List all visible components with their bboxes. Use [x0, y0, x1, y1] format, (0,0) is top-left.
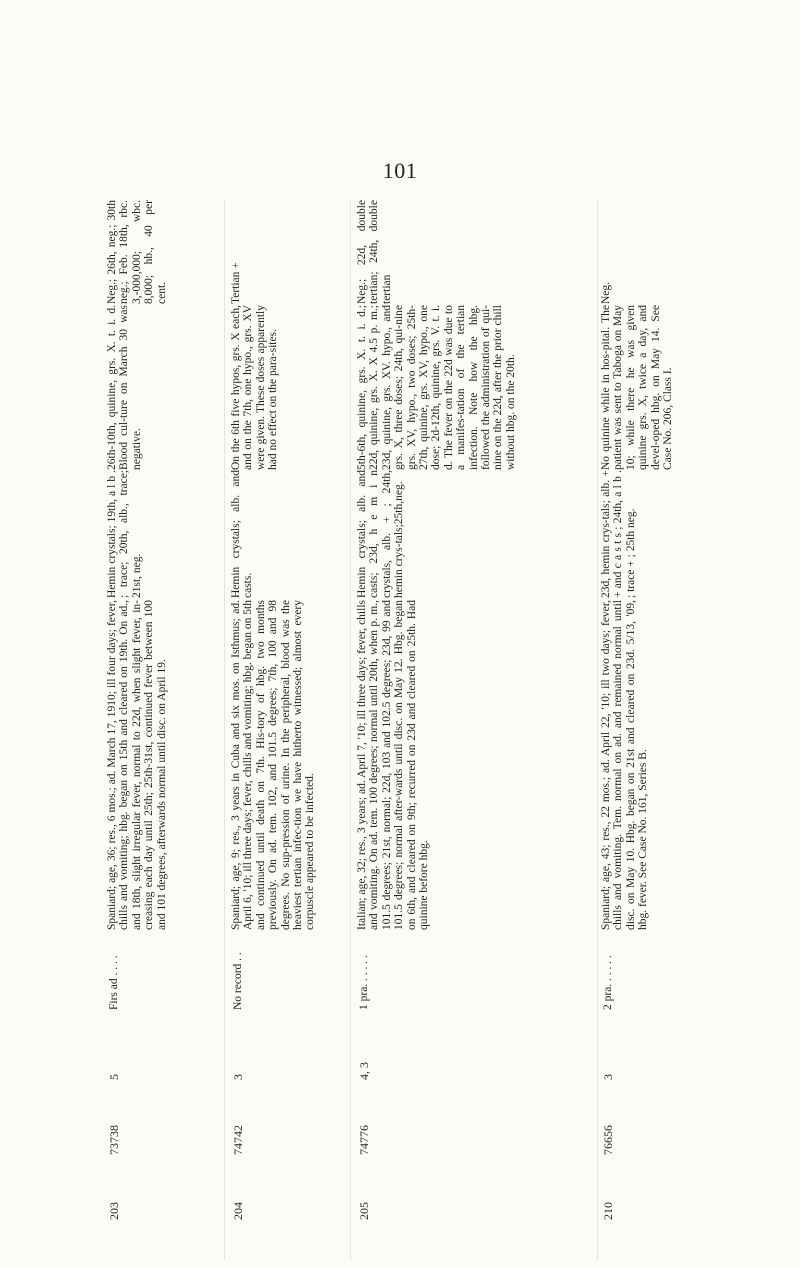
urine-findings-text: Hemin crystals; 19th, a l b . ; trace; 20th, alb., trace; 21st, neg. [106, 470, 143, 598]
days-column [600, 1010, 700, 1080]
row-divider [224, 200, 225, 1260]
days-column [230, 1010, 340, 1080]
blood-findings [356, 200, 594, 304]
case-number [356, 1160, 594, 1220]
days-column-text: 3 [601, 1074, 615, 1080]
hospital-number-text: 74776 [357, 1125, 371, 1155]
attacks-column [600, 930, 700, 1010]
urine-findings [356, 470, 594, 598]
attacks-column-text: 1 pra. . . . . . [358, 955, 370, 1010]
hospital-number-text: 76656 [601, 1125, 615, 1155]
urine-findings-text: Hemin crystals; alb. and casts; 23d, h e m i n crystals, alb. + ; 24th, hemin crys-tals;25th,neg. [356, 470, 406, 598]
clinical-history [106, 600, 218, 930]
treatment-notes-text: No quinine while in hos-pital. The patient was sent to Taboga on May 10; while there he was given quinine grs. X, twice a day, and devel-oped hbg. on May 14. See Case No. 206, Class I. [600, 305, 675, 470]
treatment-notes [600, 305, 700, 470]
blood-findings-text: Neg.; 26th, neg.; 30th neg.; Feb. 18th, rbc. 3,-000,000; wbc. 8,000; hb., 40 per cent. [106, 200, 168, 304]
attacks-column [106, 930, 218, 1010]
blood-findings [106, 200, 218, 304]
page-number: 101 [382, 158, 418, 183]
attacks-column-text: 2 pra. . . . . . [602, 955, 614, 1010]
blood-findings-text: Tertian + [230, 262, 242, 304]
hospital-number-text: 74742 [231, 1125, 245, 1155]
clinical-history [230, 600, 340, 930]
hospital-number [600, 1085, 700, 1155]
days-column [106, 1010, 218, 1080]
case-number [600, 1160, 700, 1220]
blood-findings [600, 200, 700, 304]
treatment-notes [230, 305, 340, 470]
case-number-text: 203 [107, 1202, 121, 1220]
treatment-notes [356, 305, 594, 470]
hospital-number-text: 73738 [107, 1125, 121, 1155]
case-number [106, 1160, 218, 1220]
hospital-number [356, 1085, 594, 1155]
clinical-history-text: Italian; age, 32; res., 3 years; ad. April 7, '10; ill three days; fever, chills and vomiting. On ad. tem. 100 degrees; normal until 20th, when p. m., 101.5 degrees; 21st, normal; 22d, 103 and 102.5 degrees; 23d, 99 and 101.5 degrees; normal after-wards until disc. on May 12. Hbg. began on 6th, and cleared on 9th; recurred on 23d and cleared on 25th. Had quinine before hbg. [356, 600, 431, 930]
case-number-text: 205 [357, 1202, 371, 1220]
treatment-notes-text: On the 6th five hypos, grs. X each, and on the 7th, one hypo., grs. XV were given. These doses apparently had no effect on the para-sites. [230, 305, 280, 470]
hospital-number [106, 1085, 218, 1155]
urine-findings [106, 470, 218, 598]
clinical-history-text: Spaniard; age, 43; res., 22 mos.; ad. April 22, '10; ill two days; fever, chills and vomiting. Tem. normal on ad. and remained normal until disc. on May 10. Hbg. began on 21st and cleared on 23d. 5/13, '09, hbg. fever. See Case No. 161, Series B. [600, 600, 650, 930]
days-column-text: 4, 3 [357, 1062, 371, 1080]
attacks-column [230, 930, 340, 1010]
clinical-history [356, 600, 594, 930]
attacks-column [356, 930, 594, 1010]
blood-findings-text: Neg. [600, 281, 612, 304]
case-number-text: 210 [601, 1202, 615, 1220]
treatment-notes-text: 26th-10th, quinine, grs. X. t. i. d. Blood cul-ture on March 30 was negative. [106, 305, 143, 470]
urine-findings-text: Hemin crystals; alb. and casts. [230, 470, 255, 598]
urine-findings [600, 470, 700, 598]
attacks-column-text: Firs ad . . . . [108, 955, 120, 1010]
treatment-notes-text: 5th-6th, quinine, grs. X. t. i. d.; 22d, quinine, grs. X. X 4.5 p. m.; 23d, quinine, grs. XV. hypo., and grs. X, three doses; 24th, qui-nine grs. XV, hypo., two doses; 25th-27th, quinine, grs. XV, hypo., one dose; 2d-12th, quinine, grs. V. t. i. d. The fever on the 22d was due to a manifes-tation of the tertian infection. Note how the hbg. followed the administration of qui-nine on the 22d, after the prior chill without hbg. on the 20th. [356, 305, 517, 470]
row-divider [350, 200, 351, 1260]
treatment-notes [106, 305, 218, 470]
blood-findings [230, 200, 340, 304]
urine-findings-text: 23d, hemin crys-tals; alb. + + and c a s t s ; 24th, a l b . ; trace + ; 25th neg. [600, 470, 637, 598]
days-column [356, 1010, 594, 1080]
attacks-column-text: No record . . [232, 952, 244, 1010]
days-column-text: 5 [107, 1074, 121, 1080]
urine-findings [230, 470, 340, 598]
clinical-history-text: Spaniard; age, 9; res., 3 years in Cuba and six mos. on Isthmus; ad. April 6, '10; ill three days; fever, chills and vomiting; hbg. began on 5th and continued until death on 7th. His-tory of hbg. two months previously. On ad. tem. 102, and 101.5 degrees; 7th, 100 and 98 degrees. No sup-pression of urine. In the peripheral, blood was the heaviest tertian infec-tion we have hitherto witnessed; almost every corpuscle appeared to be infected. [230, 600, 317, 930]
row-divider [597, 200, 598, 1260]
clinical-history [600, 600, 700, 930]
case-number [230, 1160, 340, 1220]
blood-findings-text: Neg.; 22d, double tertian; 24th, double tertian [356, 200, 393, 304]
hospital-number [230, 1085, 340, 1155]
case-number-text: 204 [231, 1202, 245, 1220]
clinical-history-text: Spaniard; age, 36; res., 6 mos.; ad. March 17, 1910; ill four days; fever, chills and vomiting; hbg. began on 15th and cleared on 19th. On ad., and 18th, slight irregular fever, normal to 22d, when slight fever, in-creasing each day until 25th; 25th-31st, continued fever between 100 and 101 degrees, afterwards normal until disc. on April 19. [106, 600, 168, 930]
days-column-text: 3 [231, 1074, 245, 1080]
